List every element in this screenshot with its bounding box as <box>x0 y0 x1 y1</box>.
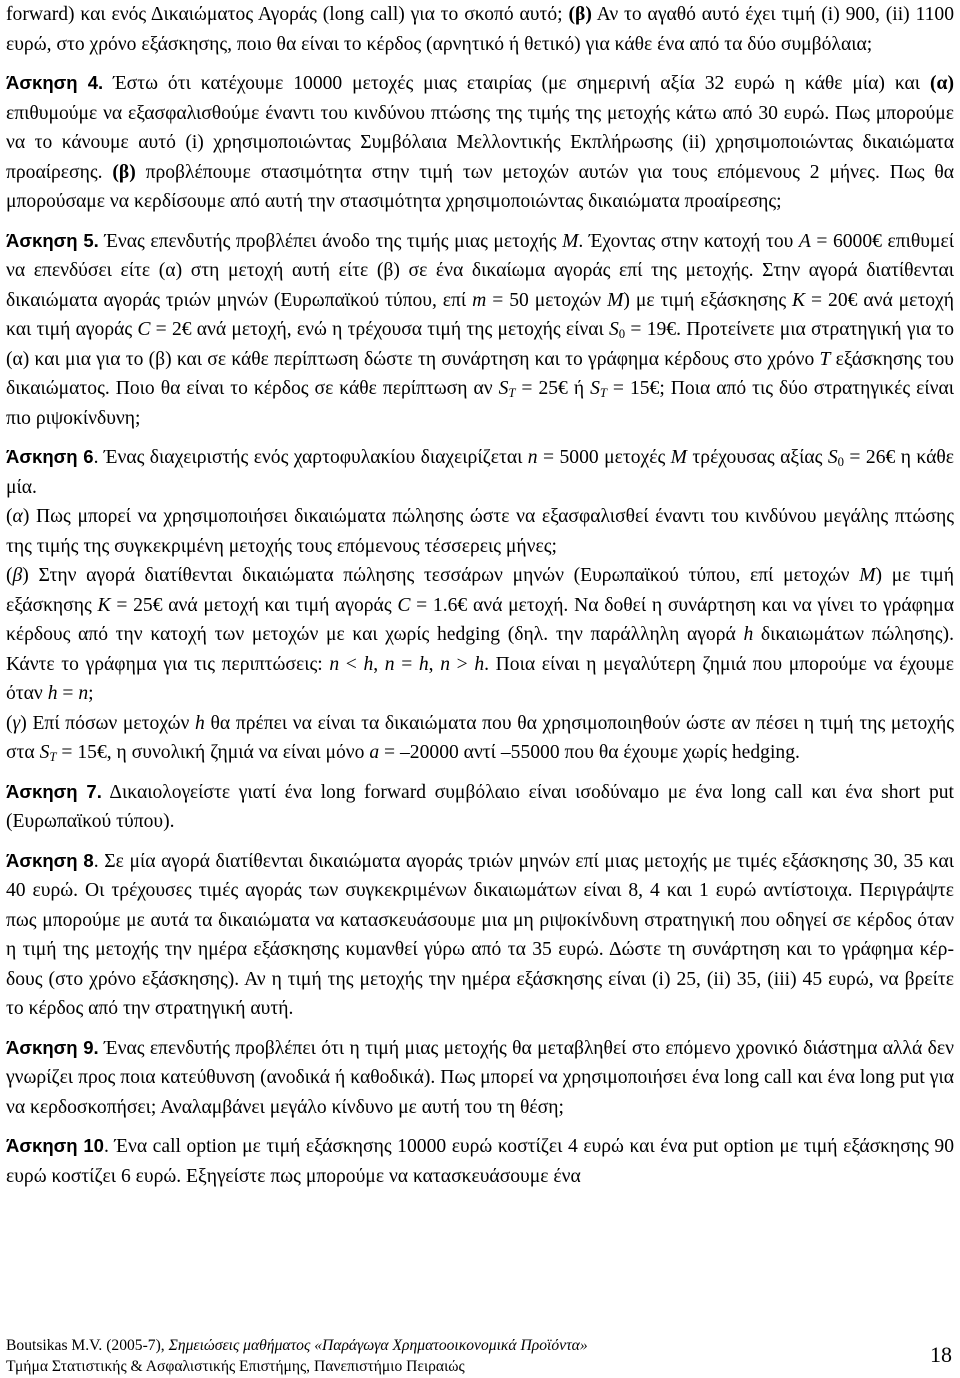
math-symbol: m <box>472 289 487 311</box>
text-run: εξάσκησης του δικαιώματος. Ποιο θα είναι το κέρδος σε κάθε περίπτωση αν <box>6 348 954 399</box>
text-run: = 15€, η συνολική ζημιά να είναι μόνο <box>56 742 370 763</box>
math-symbol: M <box>670 447 687 468</box>
page-number: 18 <box>930 1342 952 1367</box>
math-symbol: n <box>78 683 89 704</box>
math-symbol: S <box>609 319 619 340</box>
text-run: Αν το αγαθό αυτό έχει τιμή (i) 900, (ii) 1100 ευρώ, στο χρόνο εξάσκησης, ποιο θα είναι το κέρδος (αρνητικό ή θετικό) για κάθε ένα από τα δύο συμβόλαια; <box>6 4 955 55</box>
math-symbol: γ <box>12 712 21 734</box>
subscript: T <box>599 385 607 400</box>
text-run: ; <box>88 683 94 704</box>
paragraph-ex4 <box>6 68 954 217</box>
math-symbol: S <box>827 447 838 468</box>
text-run: ) Επί πόσων μετοχών <box>20 712 196 734</box>
text-run: . Έχοντας στην κατοχή του <box>578 230 799 252</box>
math-symbol: h <box>47 683 58 704</box>
footer-line-1 <box>6 1335 588 1356</box>
math-symbol: h <box>418 653 429 675</box>
text-run: , <box>373 653 385 675</box>
text-run: = 1.6€ ανά μετοχή. Να δοθεί η συνάρτηση και να γίνει το γράφημα κέρδους από την κατοχή των μετοχών με και χωρίς hedging (δηλ. την παράλληλη αγορά <box>6 594 954 645</box>
math-symbol: n <box>440 653 450 675</box>
text-run: = 5000 μετοχές <box>537 447 671 468</box>
subscript: 0 <box>837 454 844 469</box>
math-symbol: n <box>384 653 395 675</box>
text-run: ( <box>6 506 13 527</box>
math-symbol: h <box>363 653 374 675</box>
text-run: Έστω ότι κατέχουμε 10000 μετοχές μιας εταιρίας (με σημερινή αξία 32 ευρώ η κάθε μία) και <box>103 73 930 94</box>
math-symbol: S <box>498 378 509 399</box>
math-symbol: S <box>590 378 600 399</box>
math-symbol: S <box>39 742 50 763</box>
text-run: θα πρέπει να είναι τα δικαιώματα που θα χρησιμοποιηθούν ώστε αν πέσει η τιμή της μετοχής στα <box>6 712 954 763</box>
text-run: δικαιωμάτων πώλησης). Κάντε το γράφημα για τις περιπτώσεις: <box>6 624 954 675</box>
math-symbol: M <box>859 565 876 586</box>
exercise-heading: Άσκηση 9. <box>6 1036 99 1058</box>
exercise-heading: Άσκηση 6 <box>6 446 94 467</box>
text-run: προβλέπουμε στασιμότητα στην τιμή των μετοχών αυτών για τους επόμενους 2 μήνες. Πως θα μπορούσαμε να κερδίσουμε από αυτή την στασιμότητα χρησιμοποιώντας δικαιώματα προαίρεσης; <box>6 161 955 212</box>
text-run: ) με τιμή εξάσκησης <box>6 565 954 616</box>
text-run: Ένας επενδυτής προβλέπει άνοδο της τιμής μιας μετοχής <box>98 230 563 252</box>
exercise-heading: Άσκηση 10 <box>6 1135 104 1156</box>
paragraph-intro <box>6 0 954 59</box>
text-run: = 25€ ή <box>515 378 591 399</box>
math-symbol: a <box>369 742 380 763</box>
text-run: = 15€; Ποια από τις δύο στρατηγικές είναι πιο ριψοκίνδυνη; <box>6 378 955 429</box>
text-run: = 6000€ επιθυμεί να επενδύσει είτε (α) στη μετοχή αυτή είτε (β) σε ένα δικαίωμα αγοράς επί της μετοχής. Στην αγορά διατίθενται δικαιώματα αγοράς τριών μηνών (Ευρωπαϊκού τύπου, επί <box>6 230 954 311</box>
subscript: T <box>49 749 57 764</box>
math-symbol: C <box>397 594 411 616</box>
paragraph-ex5 <box>6 226 954 434</box>
text-run: = 2€ ανά μετοχή, ενώ η τρέχουσα τιμή της μετοχής είναι <box>150 319 609 340</box>
math-symbol: n <box>329 653 340 675</box>
footer-course: Σημειώσεις μαθήματος «Παράγωγα Χρηματοοικονομικά Προϊόντα» <box>168 1337 588 1354</box>
exercise-heading: Άσκηση 7. <box>6 780 102 802</box>
bold-label: (β) <box>568 4 592 25</box>
paragraph-ex6 <box>6 442 954 502</box>
text-run: = 26€ η κάθε μία. <box>6 447 954 498</box>
text-run: ( <box>6 712 13 734</box>
text-run: , <box>428 653 441 675</box>
bold-label: (β) <box>112 161 136 183</box>
text-run: = 50 μετοχών <box>486 289 608 311</box>
subscript: 0 <box>618 326 626 341</box>
paragraph-ex6a <box>6 502 954 561</box>
paragraph-ex8 <box>6 846 954 1024</box>
text-run: τρέχουσας αξίας <box>686 447 828 468</box>
text-run: . Ένας διαχειριστής ενός χαρτοφυλακίου διαχειρίζεται <box>93 447 528 468</box>
text-run: = 19€. Προτείνετε μια στρατηγική για το (α) και μια για το (β) και σε κάθε περίπτωση δώστε τη συνάρτηση και το γράφημα κέρδους στο χρόνο <box>6 319 954 370</box>
math-symbol: Μ <box>607 289 624 311</box>
text-run: = <box>57 683 79 704</box>
document-body <box>6 0 954 1191</box>
paragraph-ex6b <box>6 561 954 709</box>
exercise-heading: Άσκηση 8 <box>6 849 94 871</box>
exercise-heading: Άσκηση 5. <box>6 229 99 251</box>
math-symbol: α <box>12 506 23 527</box>
text-run: Δικαιολογείστε γιατί ένα long forward συμβόλαιο είναι ισοδύναμο με ένα long call και ένα short put (Ευρωπαϊκού τύπου). <box>6 781 954 832</box>
math-symbol: A <box>798 230 811 252</box>
math-symbol: Μ <box>562 230 579 252</box>
text-run: επιθυμούμε να εξασφαλισθούμε έναντι του κινδύνου πτώσης της τιμής της μετοχής κάτω από 30 ευρώ. Πως μπορούμε να το κάνουμε αυτό (i) χρησιμοποιώντας Συμβόλαια Μελλοντικής Εκπλήρωσης (ii) χρησιμοποιώντας δικαιώματα προαίρεσης. <box>6 102 954 183</box>
subscript: T <box>508 385 516 400</box>
math-symbol: T <box>819 348 831 370</box>
math-symbol: C <box>137 319 151 340</box>
math-symbol: h <box>474 653 485 675</box>
text-run: . Ποια είναι η μεγαλύτερη ζημιά που μπορούμε να έχουμε όταν <box>6 653 954 704</box>
text-run: ) με τιμή εξάσκησης <box>623 289 793 311</box>
math-symbol: K <box>97 594 111 616</box>
paragraph-ex6c <box>6 709 954 768</box>
exercise-heading: Άσκηση 4. <box>6 72 104 93</box>
text-run: = 25€ ανά μετοχή και τιμή αγοράς <box>110 594 398 616</box>
text-run: ) Πως μπορεί να χρησιμοποιήσει δικαιώματα πώλησης ώστε να εξασφαλισθεί έναντι του κινδύνου μεγάλης πτώσης της τιμής της συγκεκριμένη μετοχής τους επόμενους τέσσερεις μήνες; <box>6 506 954 557</box>
text-run: = <box>394 653 419 675</box>
math-symbol: n <box>527 447 538 468</box>
text-run: = –20000 αντί –55000 που θα έχουμε χωρίς hedging. <box>379 742 800 763</box>
page-footer <box>6 1335 954 1378</box>
text-run: . Σε μία αγορά διατίθενται δικαιώματα αγοράς τριών μηνών επί μιας μετοχής με τιμές εξάσκησης 30, 35 και 40 ευρώ. Οι τρέχουσες τιμές αγοράς των συγκεκριμένων δικαιωμάτων είναι 8, 4 και 1 ευρώ αντίστοιχα. Περιγράψτε πως μπορούμε με αυτά τα δικαιώματα να κατασκευάσουμε μια μη ριψοκίνδυνη στρατηγική που οδηγεί σε κέρδος όταν η τιμή της μετοχής την ημέρα εξάσκησης κυμανθεί γύρω από τα 35 ευρώ. Δώστε τη συνάρτηση και το γράφημα κέρδους (στο χρόνο εξάσκησης). Αν η τιμή της μετοχής την ημέρα εξάσκησης είναι (i) 25, (ii) 35, (iii) 45 ευρώ, να βρείτε το κέρδος από την στρατηγική αυτή. <box>6 850 954 1019</box>
document-page <box>6 0 954 1191</box>
paragraph-ex10 <box>6 1131 954 1191</box>
footer-department: Τμήμα Στατιστικής & Ασφαλιστικής Επιστήμης, Πανεπιστήμιο Πειραιώς <box>6 1358 465 1375</box>
text-run: = 20€ ανά μετοχή και τιμή αγοράς <box>6 289 955 340</box>
text-run: ) Στην αγορά διατίθενται δικαιώματα πώλησης τεσσάρων μηνών (Ευρωπαϊκού τύπου, επί μετοχών <box>22 565 860 586</box>
text-run: > <box>450 653 475 675</box>
footer-author: Boutsikas M.V. (2005-7), <box>6 1337 169 1354</box>
paragraph-ex9 <box>6 1033 954 1123</box>
math-symbol: K <box>792 289 806 311</box>
math-symbol: β <box>12 565 23 586</box>
text-run: < <box>339 653 364 675</box>
math-symbol: h <box>195 712 205 734</box>
bold-label: (α) <box>929 73 954 94</box>
footer-citation <box>6 1335 588 1377</box>
text-run: ( <box>6 565 13 586</box>
paragraph-ex7 <box>6 777 954 837</box>
math-symbol: h <box>743 624 754 645</box>
text-run: Ένας επενδυτής προβλέπει ότι η τιμή μιας μετοχής θα μεταβληθεί στο επόμενο χρονικό διάστημα αλλά δεν γνωρίζει προς ποια κατεύθυνση (ανοδικά ή καθοδικά). Πως μπορεί να χρησιμοποιήσει ένα long call και ένα long put για να κερδοσκοπήσει; Αναλαμβάνει μεγάλο κίνδυνο με αυτή του τη θέση; <box>6 1037 954 1118</box>
text-run: forward) και ενός Δικαιώματος Αγοράς (long call) για το σκοπό αυτό; <box>6 4 569 25</box>
text-run: . Ένα call option με τιμή εξάσκησης 10000 ευρώ κοστίζει 4 ευρώ και ένα put option με τιμή εξάσκησης 90 ευρώ κοστίζει 6 ευρώ. Εξηγείστε πως μπορούμε να κατασκευάσουμε ένα <box>6 1136 954 1187</box>
